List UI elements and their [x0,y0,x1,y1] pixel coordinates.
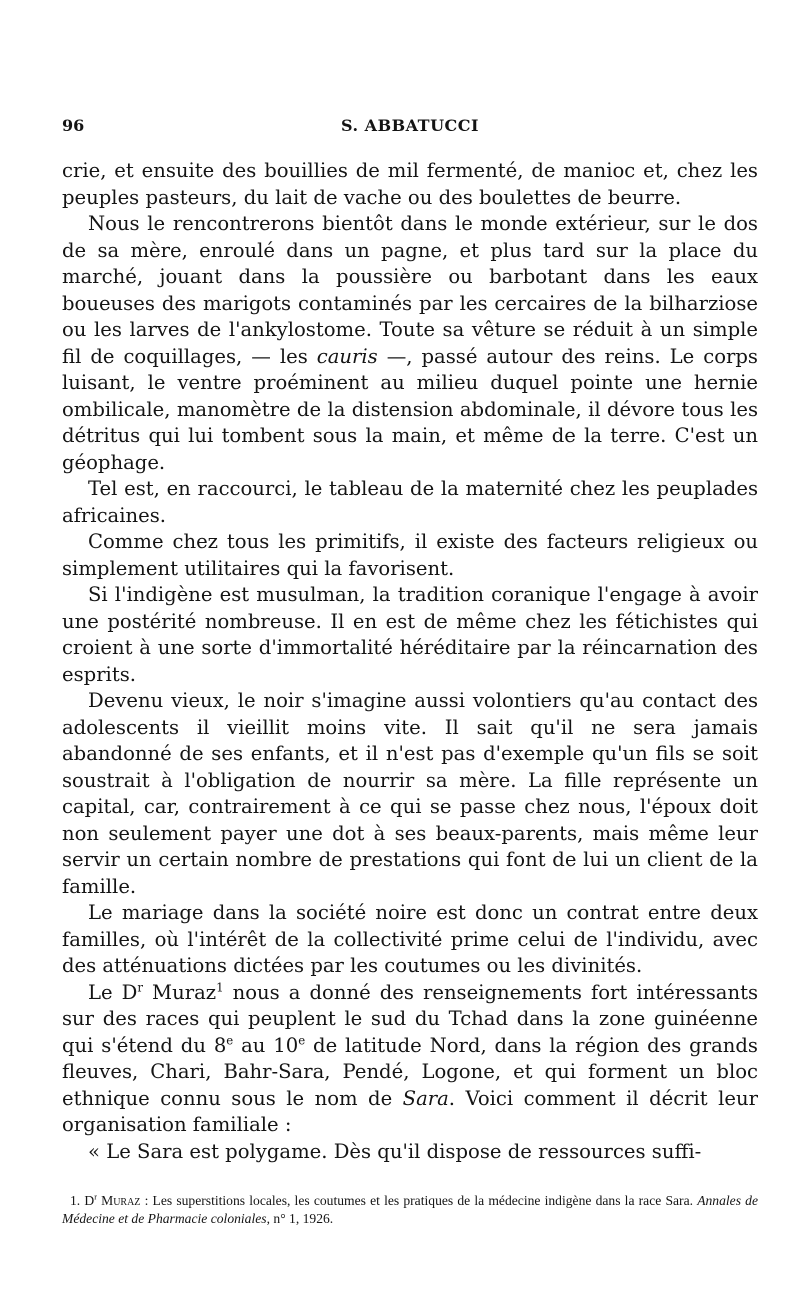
paragraph-8: Le $D^r$ Muraz$^1$ nous a donné des renseignements fort intéressants sur des races qui peuplent le sud du Tchad dans la zone guinéenne qui s'étend du 8e au 10e de latitude Nord, dans la région des grands fleuves, Chari, Bahr-Sara, Pendé, Logone, et qui forment un bloc ethnique connu sous le nom de Sara. Voici comment il décrit leur organisation familiale : [62,979,759,1136]
running-title: S. ABBATUCCI [341,116,479,135]
journal-title: Annales de Médecine et de Pharmacie coloniales [62,1193,758,1226]
body-text [62,158,758,1165]
paragraph-4: Comme chez tous les primitifs, il existe des facteurs religieux ou simplement utilitaires qui la favorisent. [62,530,758,580]
italic-term: Sara [402,1086,449,1110]
paragraph-5: Si l'indigène est musulman, la tradition coranique l'engage à avoir une postérité nombreuse. Il en est de même chez les fétichistes qui croient à une sorte d'immortalité héréditaire par la réincarnation des esprits. [62,583,758,686]
footnote-reference[interactable]: 1 [216,979,224,994]
running-head [62,116,758,138]
paragraph-6: Devenu vieux, le noir s'imagine aussi volontiers qu'au contact des adolescents il vieillit moins vite. Il sait qu'il ne sera jamais abandonné de ses enfants, et il n'est pas d'exemple qu'un fils se soit soustrait à l'obligation de nourrir sa mère. La fille représente un capital, car, contrairement à ce qui se passe chez nous, l'époux doit non seulement payer une dot à ses beaux-parents, mais même leur servir un certain nombre de prestations qui font de lui un client de la famille. [62,689,758,898]
page-number: 96 [62,116,85,135]
footnote-marker: 1. [70,1193,81,1208]
footnote: 1. $D^r$ Muraz : Les superstitions locales, les coutumes et les pratiques de la médecine indigène dans la race Sara. Annales de Médecine et de Pharmacie coloniales, n° 1, 1926. [62,1192,758,1226]
paragraph-1: crie, et ensuite des bouillies de mil fermenté, de manioc et, chez les peuples pasteurs, du lait de vache ou des boulettes de beurre. [62,159,758,209]
paragraph-7: Le mariage dans la société noire est donc un contrat entre deux familles, où l'intérêt de la collectivité prime celui de l'individu, avec des atténuations dictées par les coutumes ou les divinités. [62,901,758,977]
paragraph-2: Nous le rencontrerons bientôt dans le monde extérieur, sur le dos de sa mère, enroulé dans un pagne, et plus tard sur la place du marché, jouant dans la poussière ou barbotant dans les eaux boueuses des marigots contaminés par les cercaires de la bilharziose ou les larves de l'ankylostome. Toute sa vêture se réduit à un simple fil de coquillages, — les cauris —, passé autour des reins. Le corps luisant, le ventre proéminent au milieu duquel pointe une hernie ombilicale, manomètre de la distension abdominale, il dévore tous les détritus qui lui tombent sous la main, et même de la terre. C'est un géophage. [62,212,758,474]
paragraph-9: « Le Sara est polygame. Dès qu'il dispose de ressources suffi- [88,1139,702,1163]
italic-term: cauris [316,344,378,368]
paragraph-3: Tel est, en raccourci, le tableau de la maternité chez les peuplades africaines. [62,477,758,527]
